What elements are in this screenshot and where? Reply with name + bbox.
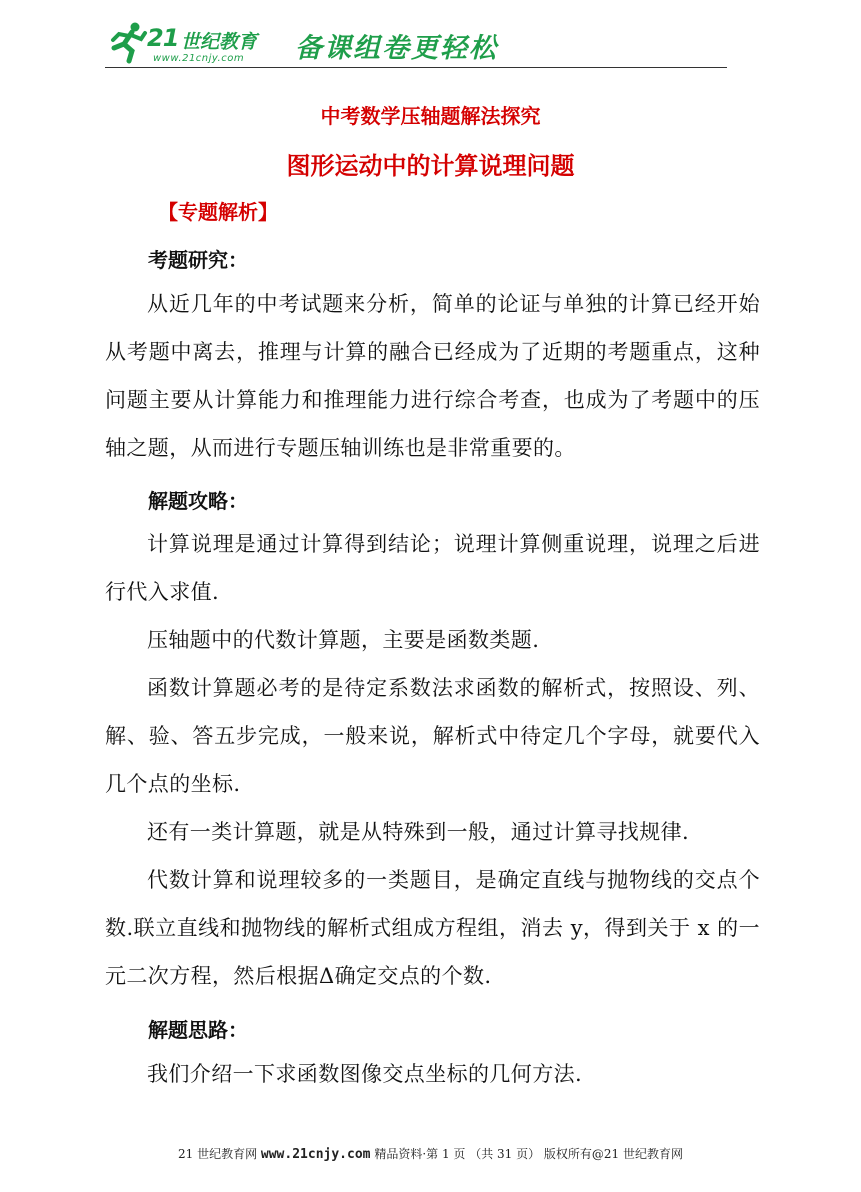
paragraph-strategy-1: 计算说理是通过计算得到结论；说理计算侧重说理，说理之后进行代入求值. [105,532,760,604]
paragraph-strategy-3: 函数计算题必考的是待定系数法求函数的解析式，按照设、列、解、验、答五步完成，一般来说，解析式中待定几个字母，就要代入几个点的坐标. [105,676,760,796]
footer-page-info: 精品资料·第 1 页 （共 31 页） 版权所有@21 世纪教育网 [374,1147,684,1161]
page-header [105,18,727,70]
header-divider [105,67,727,68]
footer-url[interactable]: www.21cnjy.com [260,1147,371,1162]
paragraph-strategy-5: 代数计算和说理较多的一类题目，是确定直线与抛物线的交点个数.联立直线和抛物线的解析式组成方程组，消去 y，得到关于 x 的一元二次方程，然后根据Δ确定交点的个数. [105,868,760,988]
paragraph-approach: 我们介绍一下求函数图像交点坐标的几何方法. [147,1062,583,1086]
footer-site: 21 世纪教育网 [177,1147,258,1161]
header-slogan: 备课组卷更轻松 [295,33,498,64]
page-subtitle: 图形运动中的计算说理问题 [286,152,575,180]
page-footer [0,1145,861,1162]
logo-url: www.21cnjy.com [153,53,245,64]
logo-text: 世纪教育 [181,31,258,53]
paragraph-strategy-2: 压轴题中的代数计算题，主要是函数类题. [147,628,540,652]
section-tag: 【专题解析】 [158,200,278,224]
paragraph-strategy-4: 还有一类计算题，就是从特殊到一般，通过计算寻找规律. [147,820,690,844]
heading-strategy: 解题攻略： [148,489,248,513]
runner-logo-icon [105,20,149,64]
heading-approach: 解题思路： [148,1018,248,1042]
logo-number: 21 [147,24,179,52]
paragraph-research: 从近几年的中考试题来分析，简单的论证与单独的计算已经开始从考题中离去，推理与计算的融合已经成为了近期的考题重点，这种问题主要从计算能力和推理能力进行综合考查，也成为了考题中的压轴之题，从而进行专题压轴训练也是非常重要的。 [105,292,760,460]
heading-research: 考题研究： [148,248,248,272]
page-title: 中考数学压轴题解法探究 [320,104,541,128]
